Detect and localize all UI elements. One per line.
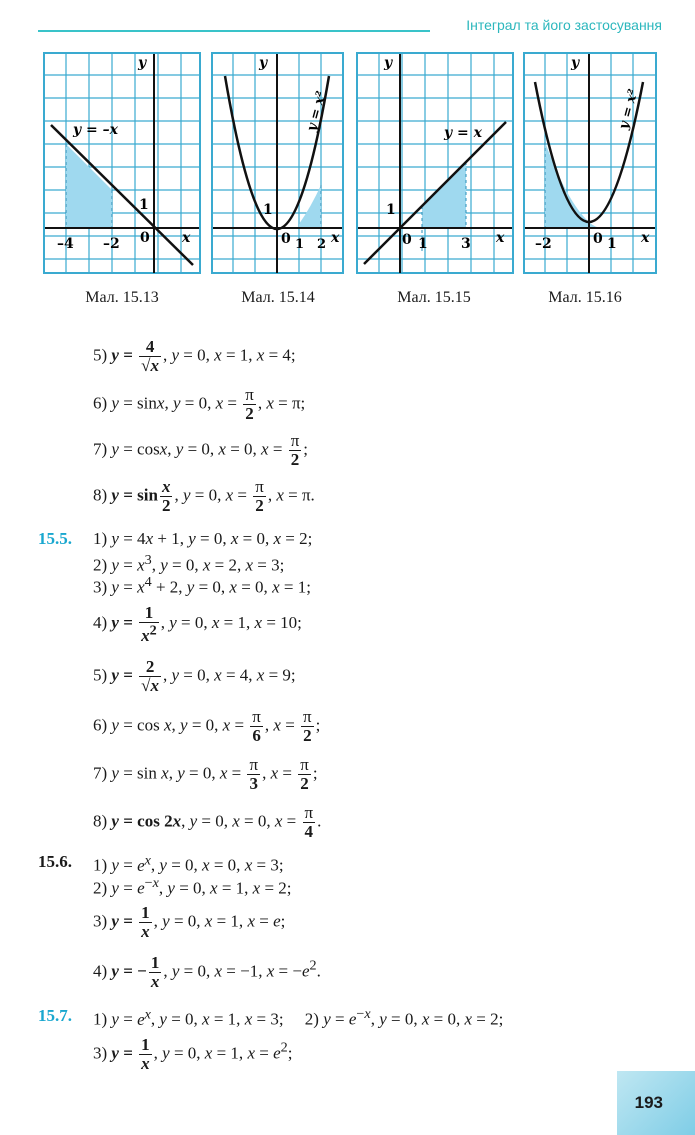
svg-text:0: 0 bbox=[402, 232, 412, 248]
exercise-line: 1) $y = e^x$, y = 0, x = 0, x = 3; bbox=[93, 852, 284, 875]
exercise-line: 7) y = cosx, y = 0, x = 0, x = $\frac{\pi}{2}$ ; bbox=[93, 431, 309, 469]
curve-label: y = x bbox=[444, 125, 482, 141]
svg-text:y: y bbox=[384, 55, 393, 71]
exercise-line: 5) y = $\frac{2}{√x}$ , y = 0, x = 4, x = 9; bbox=[93, 657, 296, 695]
svg-text:y: y bbox=[571, 55, 580, 71]
figure-15-14 bbox=[211, 52, 344, 274]
exercise-line: 1) y = 4x + 1, y = 0, x = 0, x = 2; bbox=[93, 529, 313, 548]
exercise-line: 6) y = cos x, y = 0, x = $\frac{\pi}{6}$ , x = $\frac{\pi}{2}$ ; bbox=[93, 707, 321, 745]
exercise-line: 2) $y = e^{-x}$, y = 0, x = 1, x = 2; bbox=[93, 875, 292, 898]
running-header: Інтеграл та його застосування bbox=[466, 17, 662, 33]
svg-text:x: x bbox=[331, 230, 340, 246]
header-rule bbox=[38, 30, 430, 32]
caption-15-16: Мал. 15.16 bbox=[548, 289, 622, 306]
exercise-line: 5) y = $\frac{4}{√x}$ , y = 0, x = 1, x = 4; bbox=[93, 337, 296, 375]
svg-text:1: 1 bbox=[607, 236, 617, 252]
svg-text:1: 1 bbox=[386, 202, 396, 218]
exercise-line: 3) $y = x^4 + 2$, y = 0, x = 0, x = 1; bbox=[93, 574, 311, 597]
exercise-number: 15.7. bbox=[38, 1006, 72, 1025]
svg-text:y: y bbox=[138, 55, 147, 71]
svg-text:1: 1 bbox=[139, 197, 149, 213]
exercise-line: 8) y = cos 2x, y = 0, x = 0, x = $\frac{\pi}{4}$ . bbox=[93, 803, 322, 841]
exercise-line: 7) y = sin x, y = 0, x = $\frac{\pi}{3}$ , x = $\frac{\pi}{2}$ ; bbox=[93, 755, 318, 793]
svg-text:1: 1 bbox=[418, 236, 428, 252]
curve-label: y = x² bbox=[616, 87, 642, 132]
exercise-number: 15.6. bbox=[38, 852, 72, 871]
figure-15-16 bbox=[523, 52, 657, 274]
exercise-line: 2) $y = x^3$, y = 0, x = 2, x = 3; bbox=[93, 552, 285, 575]
exercise-line: 3) y = $\frac{1}{x}$ , y = 0, x = 1, $x = e^2$; bbox=[93, 1035, 293, 1073]
page-number: 193 bbox=[634, 1093, 663, 1112]
exercise-line: 8) y = sin $\frac{x}{2}$ , y = 0, x = $\frac{\pi}{2}$ , x = π. bbox=[93, 477, 315, 515]
figure-15-15 bbox=[356, 52, 514, 274]
svg-text:–2: –2 bbox=[535, 236, 552, 252]
svg-text:–2: –2 bbox=[103, 236, 120, 252]
curve-label: y = –x bbox=[73, 122, 118, 138]
svg-text:0: 0 bbox=[281, 231, 291, 247]
curve-label: y = x² bbox=[304, 89, 330, 134]
exercise-line: 3) y = $\frac{1}{x}$ , y = 0, x = 1, x = e; bbox=[93, 903, 286, 941]
exercise-line: 1) $y = e^x$, y = 0, x = 1, x = 3; 2) $y = e^{-x}$, y = 0, x = 0, x = 2; bbox=[93, 1006, 504, 1029]
svg-text:1: 1 bbox=[263, 202, 273, 218]
svg-text:y: y bbox=[259, 55, 268, 71]
svg-text:0: 0 bbox=[593, 231, 603, 247]
svg-text:–4: –4 bbox=[57, 236, 74, 252]
svg-text:x: x bbox=[641, 230, 650, 246]
caption-15-15: Мал. 15.15 bbox=[397, 289, 471, 306]
caption-15-13: Мал. 15.13 bbox=[85, 289, 159, 306]
svg-text:1: 1 bbox=[295, 237, 305, 252]
exercise-number: 15.5. bbox=[38, 529, 72, 548]
figure-15-13 bbox=[43, 52, 201, 274]
exercise-line: 4) y = $\frac{1}{x^2}$ , y = 0, x = 1, x = 10; bbox=[93, 603, 302, 645]
svg-text:3: 3 bbox=[461, 236, 471, 252]
svg-text:x: x bbox=[182, 230, 191, 246]
svg-text:0: 0 bbox=[140, 230, 150, 246]
svg-text:x: x bbox=[496, 230, 505, 246]
exercise-line: 6) y = sinx, y = 0, x = $\frac{\pi}{2}$ , x = π; bbox=[93, 385, 306, 423]
exercise-line: 4) y = − $\frac{1}{x}$ , y = 0, x = −1, $x = -e^2$. bbox=[93, 953, 321, 991]
svg-text:2: 2 bbox=[317, 237, 327, 252]
caption-15-14: Мал. 15.14 bbox=[241, 289, 315, 306]
